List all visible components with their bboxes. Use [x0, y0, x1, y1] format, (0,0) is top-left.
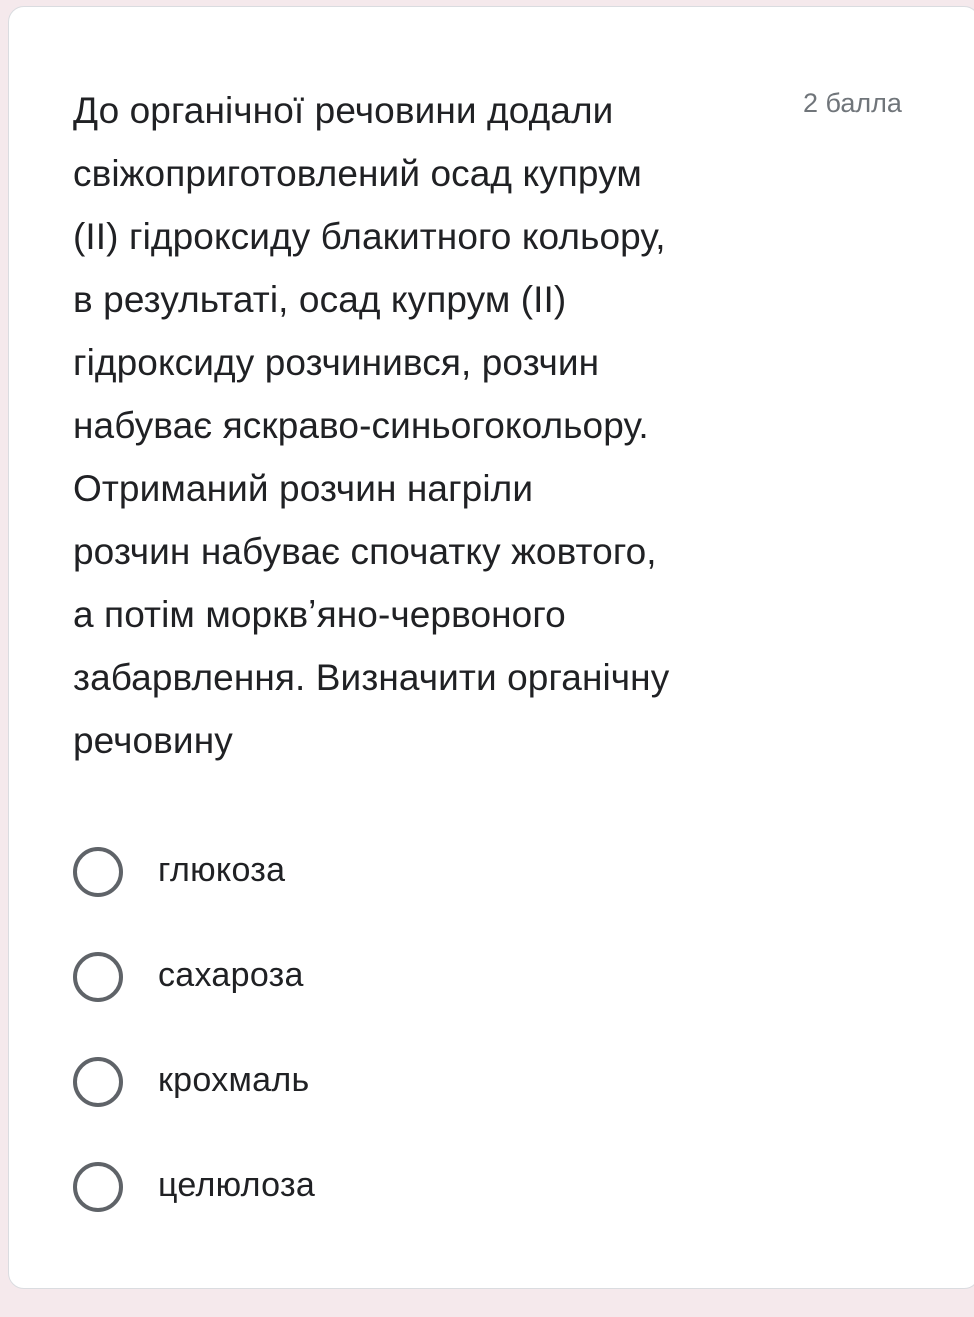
radio-button-icon[interactable] — [73, 847, 123, 897]
points-label: 2 балла — [803, 88, 902, 118]
answer-options — [73, 827, 315, 1247]
radio-button-icon[interactable] — [73, 952, 123, 1002]
option-glucose[interactable] — [73, 827, 315, 932]
question-text: До органічної речовини додали свіжоприготовлений осад купрум (ІІ) гідроксиду блакитного кольору, в результаті, осад купрум (ІІ) гідроксиду розчинився, розчин набуває яскраво-синьогокольору. Отриманий розчин нагріли розчин набуває спочатку жовтого, а потім морквʼяно-червоного забарвлення. Визначити органічну речовину — [73, 90, 670, 761]
radio-button-icon[interactable] — [73, 1057, 123, 1107]
option-label: целюлоза — [158, 1166, 316, 1204]
question-card — [8, 6, 974, 1289]
option-label: глюкоза — [158, 851, 286, 889]
option-label: крохмаль — [158, 1061, 310, 1099]
option-starch[interactable] — [73, 1037, 315, 1142]
option-sucrose[interactable] — [73, 932, 315, 1037]
option-cellulose[interactable] — [73, 1142, 315, 1247]
option-label: сахароза — [158, 956, 304, 994]
radio-button-icon[interactable] — [73, 1162, 123, 1212]
